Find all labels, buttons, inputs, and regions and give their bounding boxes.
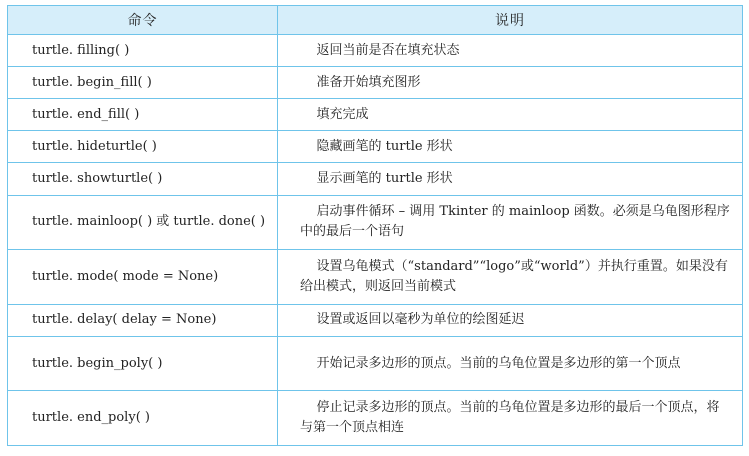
table-body bbox=[8, 35, 743, 446]
description-cell bbox=[278, 250, 743, 305]
table-row bbox=[8, 35, 743, 67]
command-cell: turtle. filling( ) bbox=[8, 35, 278, 67]
table-row bbox=[8, 99, 743, 131]
description-text: 停止记录多边形的顶点。当前的乌龟位置是多边形的最后一个顶点，将与第一个顶点相连 bbox=[300, 400, 720, 436]
header-command: 命令 bbox=[8, 6, 278, 35]
description-cell bbox=[278, 336, 743, 391]
table-row bbox=[8, 163, 743, 195]
description-text: 准备开始填充图形 bbox=[316, 74, 421, 90]
description-text: 返回当前是否在填充状态 bbox=[316, 42, 460, 58]
table-row bbox=[8, 391, 743, 446]
description-text: 启动事件循环 – 调用 Tkinter 的 mainloop 函数。必须是乌龟图形程序中的最后一个语句 bbox=[300, 204, 730, 240]
description-text: 隐藏画笔的 turtle 形状 bbox=[316, 138, 453, 154]
description-text: 显示画笔的 turtle 形状 bbox=[316, 170, 453, 186]
command-cell: turtle. end_poly( ) bbox=[8, 391, 278, 446]
command-cell: turtle. showturtle( ) bbox=[8, 163, 278, 195]
command-cell: turtle. end_fill( ) bbox=[8, 99, 278, 131]
description-cell bbox=[278, 131, 743, 163]
header-row bbox=[8, 6, 743, 35]
command-cell: turtle. mainloop( ) 或 turtle. done( ) bbox=[8, 195, 278, 250]
description-cell bbox=[278, 195, 743, 250]
description-cell bbox=[278, 67, 743, 99]
description-text: 设置或返回以毫秒为单位的绘图延迟 bbox=[316, 312, 525, 328]
command-cell: turtle. mode( mode = None) bbox=[8, 250, 278, 305]
description-text: 填充完成 bbox=[316, 106, 369, 122]
turtle-commands-table bbox=[7, 5, 743, 446]
description-text: 设置乌龟模式（“standard”“logo”或“world”）并执行重置。如果没有给出模式，则返回当前模式 bbox=[300, 258, 728, 294]
description-cell bbox=[278, 304, 743, 336]
description-text: 开始记录多边形的顶点。当前的乌龟位置是多边形的第一个顶点 bbox=[316, 355, 681, 371]
description-cell bbox=[278, 99, 743, 131]
description-cell bbox=[278, 35, 743, 67]
table-row bbox=[8, 131, 743, 163]
table-row bbox=[8, 336, 743, 391]
table-row bbox=[8, 195, 743, 250]
header-description: 说明 bbox=[278, 6, 743, 35]
table-row bbox=[8, 304, 743, 336]
table-row bbox=[8, 250, 743, 305]
command-cell: turtle. begin_poly( ) bbox=[8, 336, 278, 391]
table-header bbox=[8, 6, 743, 35]
command-cell: turtle. delay( delay = None) bbox=[8, 304, 278, 336]
description-cell bbox=[278, 163, 743, 195]
turtle-commands-table-container bbox=[7, 5, 742, 446]
command-cell: turtle. begin_fill( ) bbox=[8, 67, 278, 99]
description-cell bbox=[278, 391, 743, 446]
table-row bbox=[8, 67, 743, 99]
command-cell: turtle. hideturtle( ) bbox=[8, 131, 278, 163]
